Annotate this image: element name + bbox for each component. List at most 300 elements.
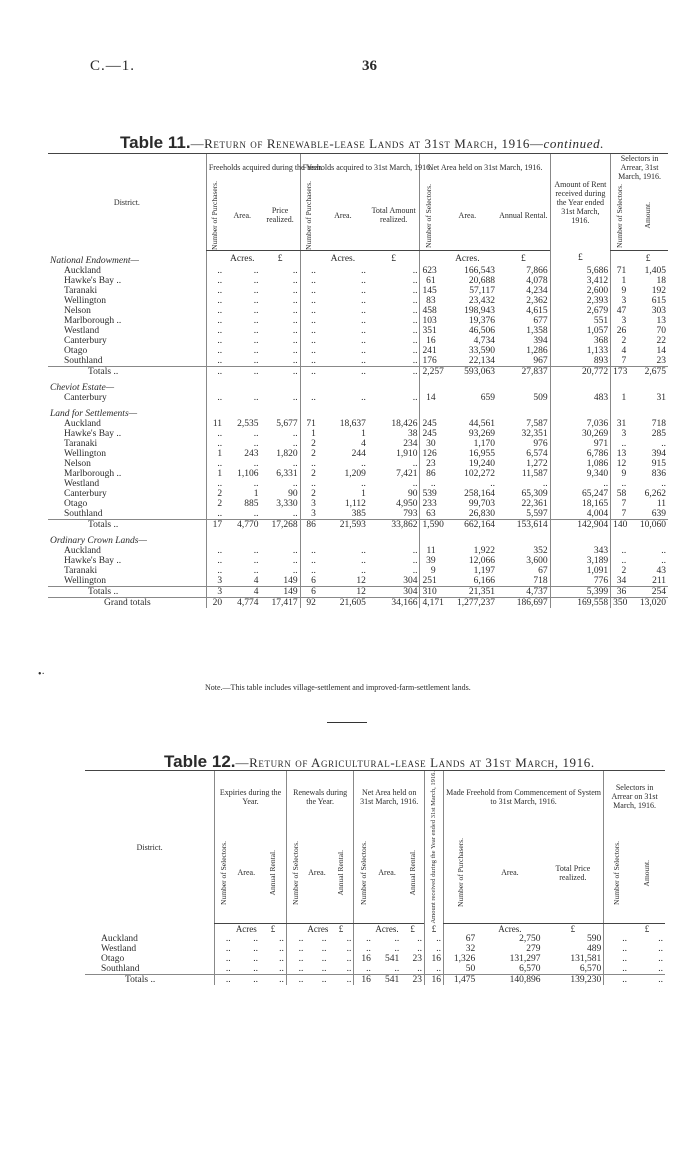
value-cell: 659: [480, 393, 496, 404]
value-cell: 1,106: [237, 469, 259, 480]
document-reference: C.—1.: [90, 58, 136, 74]
value-cell: ..: [206, 459, 224, 469]
value-cell: 140: [611, 520, 629, 531]
value-cell: 3: [206, 576, 224, 587]
value-cell: 233: [420, 499, 438, 509]
table-row: [48, 419, 668, 429]
value-cell: 4,078: [526, 276, 548, 287]
value-cell: 33,862: [368, 520, 420, 531]
col-annual-rental: Annual Rental.: [407, 850, 417, 896]
table11: [48, 153, 668, 608]
value-cell: 186,697: [497, 598, 550, 609]
value-cell: ..: [412, 266, 418, 277]
value-cell: ..: [300, 393, 318, 403]
value-cell: ..: [233, 975, 260, 986]
table-row: [85, 954, 665, 964]
value-cell: 50: [443, 964, 477, 975]
empty-cell: [628, 403, 668, 419]
value-cell: 7: [611, 499, 629, 509]
value-cell: 593,063: [438, 367, 497, 378]
value-cell: 3: [206, 587, 224, 598]
value-cell: 11: [656, 499, 666, 510]
value-cell: 718: [651, 419, 666, 430]
value-cell: 1,197: [473, 566, 496, 577]
col-area: Area.: [373, 823, 401, 924]
value-cell: 2: [300, 469, 318, 479]
value-cell: ..: [361, 316, 366, 327]
value-cell: 67: [538, 566, 548, 577]
value-cell: ..: [206, 393, 224, 403]
district-name: Nelson: [64, 306, 91, 317]
value-cell: 13: [611, 449, 629, 459]
col-number-selectors: Number of Selectors.: [291, 840, 301, 905]
value-cell: 5,677: [276, 419, 298, 430]
value-cell: 46,506: [468, 326, 496, 337]
value-cell: 2: [300, 439, 318, 449]
value-cell: 90: [407, 489, 418, 500]
section-row: [48, 377, 668, 393]
col-total-amount: Total Amount realized.: [368, 181, 420, 250]
district-name: Totals ..: [48, 587, 206, 598]
value-cell: ..: [542, 479, 548, 490]
section-title: National Endowment—: [50, 256, 139, 267]
value-cell: ..: [412, 316, 418, 327]
value-cell: 4: [611, 346, 629, 356]
value-cell: ..: [206, 346, 224, 356]
value-cell: ..: [361, 286, 366, 297]
value-cell: 192: [651, 286, 666, 297]
value-cell: 1,057: [550, 326, 610, 336]
value-cell: 32: [443, 944, 477, 954]
value-cell: ..: [412, 356, 418, 367]
value-cell: 18,165: [550, 499, 610, 509]
empty-cell: [420, 377, 438, 393]
empty-cell: [611, 530, 629, 546]
value-cell: ..: [292, 316, 298, 327]
value-cell: 14: [420, 393, 438, 403]
value-cell: 5,686: [550, 266, 610, 276]
empty-cell: [420, 403, 438, 419]
value-cell: 2,675: [628, 367, 668, 378]
value-cell: ..: [253, 356, 259, 367]
value-cell: ..: [361, 276, 366, 287]
district-name: Southland: [64, 509, 103, 520]
value-cell: ..: [253, 944, 259, 955]
value-cell: 90: [288, 489, 298, 500]
district-name: Totals ..: [48, 520, 206, 531]
value-cell: ..: [253, 546, 259, 557]
value-cell: ..: [604, 964, 629, 975]
value-cell: ..: [412, 479, 418, 490]
group-net-area: Net Area held on 31st March, 1916.: [354, 771, 425, 823]
value-cell: ..: [253, 393, 259, 404]
district-name: Hawke's Bay ..: [64, 276, 122, 287]
value-cell: ..: [279, 954, 284, 965]
col-price-realized: Price realized.: [261, 181, 301, 250]
col-annual-rental: Annual Rental.: [497, 181, 550, 250]
value-cell: 1,209: [344, 469, 366, 480]
value-cell: 2,393: [550, 296, 610, 306]
value-cell: 39: [420, 556, 438, 566]
value-cell: 126: [420, 449, 438, 459]
value-cell: 102,272: [464, 469, 496, 480]
section-title: Cheviot Estate—: [50, 383, 115, 394]
district-name: Hawke's Bay ..: [64, 556, 122, 567]
value-cell: 971: [550, 439, 610, 449]
value-cell: 31: [656, 393, 666, 404]
value-cell: 258,164: [464, 489, 496, 500]
value-cell: ..: [292, 566, 298, 577]
empty-cell: [497, 403, 550, 419]
col-number-purchasers: Number of Purchasers.: [455, 838, 465, 908]
value-cell: ..: [300, 459, 318, 469]
value-cell: ..: [215, 934, 233, 944]
value-cell: ..: [206, 296, 224, 306]
value-cell: ..: [300, 296, 318, 306]
value-cell: ..: [253, 964, 259, 975]
value-cell: ..: [394, 964, 400, 975]
empty-cell: [261, 530, 301, 546]
value-cell: 36: [611, 587, 629, 598]
value-cell: 3,412: [550, 276, 610, 286]
value-cell: 351: [420, 326, 438, 336]
value-cell: 1,272: [526, 459, 548, 470]
table-row: [48, 306, 668, 316]
value-cell: 1,133: [550, 346, 610, 356]
empty-cell: [550, 377, 610, 393]
value-cell: 245: [420, 419, 438, 429]
value-cell: 43: [656, 566, 666, 577]
table-row: [48, 296, 668, 306]
value-cell: 33,590: [468, 346, 496, 357]
value-cell: ..: [368, 367, 420, 378]
empty-cell: [420, 250, 438, 266]
table-row: [48, 469, 668, 479]
district-name: Westland: [64, 326, 100, 337]
value-cell: 4,774: [224, 598, 260, 609]
value-cell: 6,786: [550, 449, 610, 459]
unit-label: £: [570, 924, 576, 935]
empty-cell: [550, 403, 610, 419]
value-cell: 1: [206, 449, 224, 459]
value-cell: ..: [292, 479, 298, 490]
value-cell: 58: [611, 489, 629, 499]
value-cell: 2: [206, 489, 224, 499]
table11-title: [120, 133, 604, 153]
group-freeholds-year: Freeholds acquired during the Year.: [206, 154, 300, 182]
value-cell: 23,432: [468, 296, 496, 307]
unit-label: £: [410, 924, 415, 935]
value-cell: ..: [611, 479, 629, 489]
value-cell: 6,331: [276, 469, 298, 480]
district-name: Auckland: [64, 266, 101, 277]
value-cell: 93,269: [468, 429, 496, 440]
value-cell: 22,134: [468, 356, 496, 367]
value-cell: 1,286: [526, 346, 548, 357]
col-area: Area.: [233, 823, 260, 924]
empty-cell: [438, 530, 497, 546]
value-cell: 65,309: [521, 489, 548, 500]
value-cell: 3,189: [550, 556, 610, 566]
value-cell: ..: [206, 316, 224, 326]
value-cell: ..: [361, 546, 366, 557]
value-cell: ..: [394, 944, 400, 955]
value-cell: 153,614: [497, 520, 550, 531]
table-row: [48, 556, 668, 566]
col-total-price: Total Price realized.: [543, 823, 604, 924]
table12-number: Table 12.: [164, 752, 236, 771]
value-cell: ..: [354, 944, 373, 954]
empty-cell: [206, 530, 224, 546]
value-cell: ..: [361, 326, 366, 337]
value-cell: ..: [292, 393, 298, 404]
value-cell: 623: [420, 266, 438, 276]
totals-row: [48, 587, 668, 598]
value-cell: ..: [318, 367, 368, 378]
table-row: [48, 459, 668, 469]
value-cell: 352: [533, 546, 548, 557]
value-cell: 11: [206, 419, 224, 429]
value-cell: 142,904: [550, 520, 610, 531]
unit-label: [354, 924, 373, 935]
value-cell: ..: [361, 296, 366, 307]
value-cell: ..: [206, 429, 224, 439]
value-cell: ..: [300, 306, 318, 316]
value-cell: 9: [611, 469, 629, 479]
value-cell: ..: [321, 964, 327, 975]
value-cell: 18,426: [391, 419, 418, 430]
unit-label: £: [644, 924, 650, 935]
value-cell: 17: [206, 520, 224, 531]
value-cell: 3,600: [526, 556, 548, 567]
value-cell: 26: [611, 326, 629, 336]
value-cell: ..: [658, 944, 663, 955]
value-cell: 31: [611, 419, 629, 429]
value-cell: 145: [420, 286, 438, 296]
table-row: [85, 934, 665, 944]
value-cell: 86: [300, 520, 318, 531]
value-cell: ..: [321, 944, 327, 955]
col-number-purchasers: Number of Purchasers.: [210, 181, 220, 250]
value-cell: ..: [253, 439, 259, 450]
value-cell: ..: [206, 546, 224, 556]
district-name: Taranaki: [64, 286, 98, 297]
value-cell: 16: [354, 954, 373, 964]
value-cell: ..: [215, 964, 233, 975]
value-cell: 71: [611, 266, 629, 276]
value-cell: ..: [346, 954, 352, 965]
col-area: Area.: [318, 181, 368, 250]
empty-cell: [300, 377, 318, 393]
value-cell: 30,269: [550, 429, 610, 439]
section-divider: [327, 722, 367, 723]
district-name: Otago: [64, 346, 88, 357]
value-cell: ..: [286, 964, 305, 975]
unit-label: Acres: [235, 924, 257, 935]
value-cell: ..: [279, 944, 284, 955]
value-cell: ..: [253, 266, 259, 277]
value-cell: ..: [417, 964, 422, 975]
value-cell: 140,896: [477, 975, 542, 986]
col-rent-received: Amount of Rent received during the Year ended 31st March, 1916.: [550, 154, 610, 251]
value-cell: 23: [412, 954, 422, 965]
value-cell: ..: [206, 479, 224, 489]
value-cell: ..: [253, 336, 259, 347]
value-cell: 211: [652, 576, 666, 587]
table-row: [48, 429, 668, 439]
value-cell: 3: [611, 296, 629, 306]
value-cell: ..: [354, 964, 373, 975]
value-cell: 5,597: [526, 509, 548, 520]
value-cell: 16: [424, 975, 443, 986]
value-cell: 23: [401, 975, 424, 986]
unit-label: £: [645, 253, 651, 264]
value-cell: 1: [253, 489, 259, 500]
unit-label: Acres.: [375, 924, 399, 935]
value-cell: 131,581: [570, 954, 602, 965]
value-cell: 1,277,237: [438, 598, 497, 609]
value-cell: ..: [260, 975, 286, 986]
unit-label: £: [338, 924, 344, 935]
value-cell: ..: [253, 566, 259, 577]
table11-title-text: —Return of Renewable-lease Lands at 31st March, 1916—: [190, 136, 544, 151]
value-cell: 539: [420, 489, 438, 499]
empty-cell: [224, 377, 260, 393]
value-cell: ..: [206, 336, 224, 346]
district-name: Totals ..: [48, 367, 206, 378]
value-cell: 915: [651, 459, 666, 470]
value-cell: 718: [533, 576, 548, 587]
table-row: [48, 326, 668, 336]
value-cell: 509: [533, 393, 548, 404]
value-cell: 836: [651, 469, 666, 480]
value-cell: ..: [253, 556, 259, 567]
table12-title: [164, 752, 595, 772]
table-row: [48, 479, 668, 489]
section-row: [48, 250, 668, 266]
value-cell: ..: [412, 546, 418, 557]
col-amount: Amount.: [643, 202, 653, 229]
unit-label: Acres.: [455, 253, 480, 264]
value-cell: 4: [361, 439, 366, 450]
table-row: [48, 316, 668, 326]
empty-cell: [206, 377, 224, 393]
value-cell: ..: [361, 393, 366, 404]
value-cell: 38: [407, 429, 418, 440]
value-cell: 34,166: [368, 598, 420, 609]
value-cell: ..: [300, 546, 318, 556]
value-cell: 2: [300, 489, 318, 499]
value-cell: ..: [346, 964, 352, 975]
empty-cell: [628, 530, 668, 546]
district-name: Taranaki: [64, 566, 98, 577]
value-cell: 23: [656, 356, 666, 367]
empty-cell: [611, 250, 629, 266]
col-number-selectors: Number of Selectors.: [218, 840, 228, 905]
value-cell: ..: [611, 546, 629, 556]
value-cell: ..: [292, 556, 298, 567]
value-cell: ..: [417, 944, 422, 955]
value-cell: 18: [656, 276, 666, 287]
value-cell: 458: [420, 306, 438, 316]
value-cell: 20,688: [468, 276, 496, 287]
value-cell: ..: [253, 306, 259, 317]
value-cell: ..: [292, 439, 298, 450]
value-cell: ..: [604, 934, 629, 944]
col-number-selectors: Number of Selectors.: [611, 840, 621, 905]
value-cell: 5,399: [550, 587, 610, 598]
value-cell: ..: [658, 964, 663, 975]
table-row: [48, 576, 668, 587]
empty-cell: [318, 403, 368, 419]
group-selectors-arrear: Selectors in Arrear, 31st March, 1916.: [611, 154, 668, 182]
value-cell: 61: [420, 276, 438, 286]
value-cell: 615: [651, 296, 666, 307]
value-cell: 1: [206, 469, 224, 479]
district-name: Southland: [64, 356, 103, 367]
value-cell: 1: [361, 429, 366, 440]
value-cell: 176: [420, 356, 438, 367]
table-row: [48, 266, 668, 276]
district-name: Auckland: [64, 419, 101, 430]
empty-cell: [368, 530, 420, 546]
table-row: [48, 499, 668, 509]
district-name: Auckland: [64, 546, 101, 557]
value-cell: 3: [611, 316, 629, 326]
group-renewals: Renewals during the Year.: [286, 771, 353, 823]
value-cell: ..: [300, 316, 318, 326]
value-cell: 1: [611, 276, 629, 286]
section-title: Ordinary Crown Lands—: [50, 536, 147, 547]
value-cell: 20: [206, 598, 224, 609]
col-amount-received: Amount received during the Year ended 31st March, 1916.: [430, 771, 438, 924]
value-cell: ..: [412, 276, 418, 287]
value-cell: 9: [420, 566, 438, 576]
value-cell: ..: [206, 439, 224, 449]
value-cell: ..: [361, 566, 366, 577]
value-cell: 173: [611, 367, 629, 378]
value-cell: ..: [412, 346, 418, 357]
value-cell: ..: [206, 276, 224, 286]
empty-cell: [611, 377, 629, 393]
value-cell: ..: [420, 479, 438, 489]
value-cell: 4,004: [550, 509, 610, 520]
empty-cell: [628, 377, 668, 393]
value-cell: 1: [300, 429, 318, 439]
value-cell: ..: [305, 975, 328, 986]
table11-number: Table 11.: [120, 133, 191, 152]
value-cell: 590: [586, 934, 602, 945]
value-cell: 71: [300, 419, 318, 429]
value-cell: ..: [361, 306, 366, 317]
value-cell: ..: [279, 964, 284, 975]
value-cell: ..: [661, 439, 666, 450]
value-cell: ..: [300, 326, 318, 336]
col-area: Area.: [477, 823, 542, 924]
value-cell: 1,590: [420, 520, 438, 531]
value-cell: 12: [356, 576, 366, 587]
value-cell: 23: [420, 459, 438, 469]
value-cell: 12,066: [468, 556, 496, 567]
value-cell: ..: [253, 346, 259, 357]
value-cell: ..: [412, 566, 418, 577]
value-cell: ..: [300, 286, 318, 296]
value-cell: ..: [292, 429, 298, 440]
value-cell: ..: [253, 316, 259, 327]
table11-continued: continued.: [543, 136, 605, 151]
value-cell: 83: [420, 296, 438, 306]
value-cell: 368: [550, 336, 610, 346]
